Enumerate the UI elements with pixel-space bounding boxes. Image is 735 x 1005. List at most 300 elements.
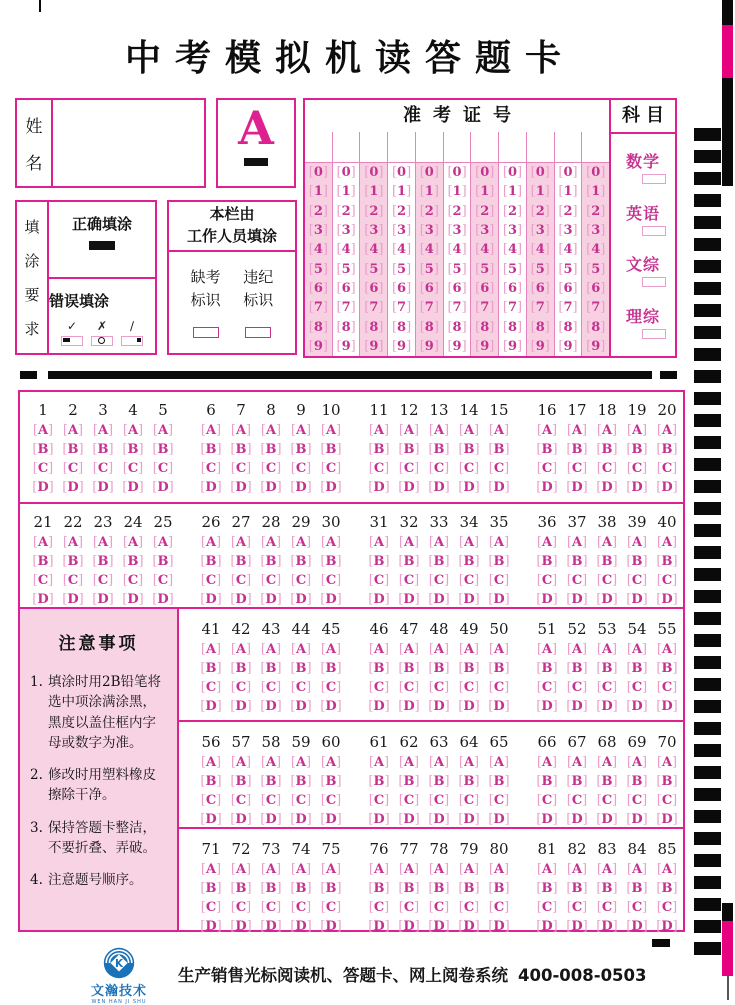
admission-writein-col4[interactable] bbox=[388, 132, 415, 163]
bubble-q77-D[interactable]: [D] bbox=[398, 919, 420, 934]
bubble-q69-D[interactable]: [D] bbox=[626, 812, 648, 827]
bubble-q2-A[interactable]: [A] bbox=[62, 423, 84, 438]
bubble-q36-A[interactable]: [A] bbox=[536, 535, 558, 550]
bubble-q75-C[interactable]: [C] bbox=[320, 900, 342, 915]
bubble-q51-A[interactable]: [A] bbox=[536, 642, 558, 657]
admission-digit-bubble-col7-3[interactable]: [ 3 ] bbox=[475, 223, 495, 239]
bubble-q68-D[interactable]: [D] bbox=[596, 812, 618, 827]
bubble-q37-D[interactable]: [D] bbox=[566, 592, 588, 607]
subject-bubble-文综[interactable] bbox=[642, 277, 666, 287]
bubble-q61-A[interactable]: [A] bbox=[368, 755, 390, 770]
bubble-q62-A[interactable]: [A] bbox=[398, 755, 420, 770]
bubble-q50-B[interactable]: [B] bbox=[488, 661, 510, 676]
bubble-q80-C[interactable]: [C] bbox=[488, 900, 510, 915]
bubble-q51-B[interactable]: [B] bbox=[536, 661, 558, 676]
bubble-q44-D[interactable]: [D] bbox=[290, 699, 312, 714]
subject-bubble-数学[interactable] bbox=[642, 174, 666, 184]
bubble-q77-B[interactable]: [B] bbox=[398, 881, 420, 896]
admission-digit-bubble-col7-1[interactable]: [ 1 ] bbox=[475, 184, 495, 200]
bubble-q20-B[interactable]: [B] bbox=[656, 442, 678, 457]
bubble-q18-A[interactable]: [A] bbox=[596, 423, 618, 438]
admission-digit-bubble-col4-3[interactable]: [ 3 ] bbox=[391, 223, 412, 239]
admission-digit-bubble-col4-8[interactable]: [ 8 ] bbox=[391, 319, 412, 335]
bubble-q52-B[interactable]: [B] bbox=[566, 661, 588, 676]
bubble-q65-D[interactable]: [D] bbox=[488, 812, 510, 827]
bubble-q71-D[interactable]: [D] bbox=[200, 919, 222, 934]
admission-digit-bubble-col2-8[interactable]: [ 8 ] bbox=[336, 319, 356, 335]
bubble-q47-D[interactable]: [D] bbox=[398, 699, 420, 714]
bubble-q82-D[interactable]: [D] bbox=[566, 919, 588, 934]
admission-digit-bubble-col5-6[interactable]: [ 6 ] bbox=[419, 280, 439, 296]
bubble-q39-C[interactable]: [C] bbox=[626, 573, 648, 588]
bubble-q4-A[interactable]: [A] bbox=[122, 423, 144, 438]
bubble-q30-A[interactable]: [A] bbox=[320, 535, 342, 550]
bubble-q78-D[interactable]: [D] bbox=[428, 919, 450, 934]
bubble-q39-A[interactable]: [A] bbox=[626, 535, 648, 550]
bubble-q12-D[interactable]: [D] bbox=[398, 480, 420, 495]
bubble-q46-B[interactable]: [B] bbox=[368, 661, 390, 676]
bubble-q58-C[interactable]: [C] bbox=[260, 793, 282, 808]
bubble-q39-D[interactable]: [D] bbox=[626, 592, 648, 607]
bubble-q7-B[interactable]: [B] bbox=[230, 442, 252, 457]
bubble-q41-D[interactable]: [D] bbox=[200, 699, 222, 714]
admission-digit-bubble-col4-0[interactable]: [ 0 ] bbox=[391, 165, 412, 181]
bubble-q42-A[interactable]: [A] bbox=[230, 642, 252, 657]
bubble-q39-B[interactable]: [B] bbox=[626, 554, 648, 569]
bubble-q43-C[interactable]: [C] bbox=[260, 680, 282, 695]
bubble-q15-C[interactable]: [C] bbox=[488, 461, 510, 476]
admission-digit-bubble-col10-9[interactable]: [ 9 ] bbox=[558, 338, 578, 354]
admission-digit-bubble-col6-4[interactable]: [ 4 ] bbox=[447, 242, 467, 258]
bubble-q23-B[interactable]: [B] bbox=[92, 554, 114, 569]
bubble-q3-C[interactable]: [C] bbox=[92, 461, 114, 476]
admission-digit-bubble-col11-6[interactable]: [ 6 ] bbox=[586, 280, 606, 296]
bubble-q53-B[interactable]: [B] bbox=[596, 661, 618, 676]
admission-digit-bubble-col6-0[interactable]: [ 0 ] bbox=[447, 165, 467, 181]
bubble-q36-B[interactable]: [B] bbox=[536, 554, 558, 569]
bubble-q62-D[interactable]: [D] bbox=[398, 812, 420, 827]
admission-digit-bubble-col8-8[interactable]: [ 8 ] bbox=[502, 319, 523, 335]
bubble-q6-B[interactable]: [B] bbox=[200, 442, 222, 457]
admission-digit-bubble-col9-4[interactable]: [ 4 ] bbox=[530, 242, 550, 258]
admission-digit-bubble-col10-6[interactable]: [ 6 ] bbox=[558, 280, 578, 296]
bubble-q12-A[interactable]: [A] bbox=[398, 423, 420, 438]
admission-digit-bubble-col8-5[interactable]: [ 5 ] bbox=[502, 261, 523, 277]
name-input-area[interactable] bbox=[53, 100, 204, 186]
admission-digit-bubble-col11-3[interactable]: [ 3 ] bbox=[586, 223, 606, 239]
bubble-q19-C[interactable]: [C] bbox=[626, 461, 648, 476]
admission-writein-col3[interactable] bbox=[360, 132, 387, 163]
bubble-q35-D[interactable]: [D] bbox=[488, 592, 510, 607]
admission-digit-bubble-col3-9[interactable]: [ 9 ] bbox=[364, 338, 384, 354]
admission-digit-bubble-col8-9[interactable]: [ 9 ] bbox=[502, 338, 523, 354]
admission-digit-bubble-col2-1[interactable]: [ 1 ] bbox=[336, 184, 356, 200]
bubble-q19-B[interactable]: [B] bbox=[626, 442, 648, 457]
bubble-q56-C[interactable]: [C] bbox=[200, 793, 222, 808]
bubble-q66-D[interactable]: [D] bbox=[536, 812, 558, 827]
admission-digit-bubble-col10-3[interactable]: [ 3 ] bbox=[558, 223, 578, 239]
admission-digit-bubble-col5-5[interactable]: [ 5 ] bbox=[419, 261, 439, 277]
bubble-q77-C[interactable]: [C] bbox=[398, 900, 420, 915]
bubble-q11-D[interactable]: [D] bbox=[368, 480, 390, 495]
bubble-q42-D[interactable]: [D] bbox=[230, 699, 252, 714]
bubble-q71-C[interactable]: [C] bbox=[200, 900, 222, 915]
admission-writein-col2[interactable] bbox=[333, 132, 360, 163]
admission-digit-bubble-col1-0[interactable]: [ 0 ] bbox=[308, 165, 328, 181]
bubble-q60-B[interactable]: [B] bbox=[320, 774, 342, 789]
bubble-q54-B[interactable]: [B] bbox=[626, 661, 648, 676]
bubble-q83-A[interactable]: [A] bbox=[596, 862, 618, 877]
admission-digit-bubble-col10-8[interactable]: [ 8 ] bbox=[558, 319, 578, 335]
bubble-q38-D[interactable]: [D] bbox=[596, 592, 618, 607]
admission-digit-bubble-col8-3[interactable]: [ 3 ] bbox=[502, 223, 523, 239]
bubble-q72-C[interactable]: [C] bbox=[230, 900, 252, 915]
bubble-q84-D[interactable]: [D] bbox=[626, 919, 648, 934]
bubble-q21-C[interactable]: [C] bbox=[32, 573, 54, 588]
bubble-q27-D[interactable]: [D] bbox=[230, 592, 252, 607]
bubble-q82-C[interactable]: [C] bbox=[566, 900, 588, 915]
bubble-q35-A[interactable]: [A] bbox=[488, 535, 510, 550]
bubble-q57-C[interactable]: [C] bbox=[230, 793, 252, 808]
admission-digit-bubble-col11-5[interactable]: [ 5 ] bbox=[586, 261, 606, 277]
bubble-q49-C[interactable]: [C] bbox=[458, 680, 480, 695]
bubble-q25-C[interactable]: [C] bbox=[152, 573, 174, 588]
bubble-q46-A[interactable]: [A] bbox=[368, 642, 390, 657]
bubble-q24-D[interactable]: [D] bbox=[122, 592, 144, 607]
admission-digit-bubble-col4-7[interactable]: [ 7 ] bbox=[391, 300, 412, 316]
admission-digit-bubble-col3-6[interactable]: [ 6 ] bbox=[364, 280, 384, 296]
bubble-q68-C[interactable]: [C] bbox=[596, 793, 618, 808]
bubble-q55-D[interactable]: [D] bbox=[656, 699, 678, 714]
bubble-q40-D[interactable]: [D] bbox=[656, 592, 678, 607]
bubble-q44-A[interactable]: [A] bbox=[290, 642, 312, 657]
admission-digit-bubble-col5-2[interactable]: [ 2 ] bbox=[419, 203, 439, 219]
bubble-q10-C[interactable]: [C] bbox=[320, 461, 342, 476]
admission-digit-bubble-col5-9[interactable]: [ 9 ] bbox=[419, 338, 439, 354]
bubble-q20-D[interactable]: [D] bbox=[656, 480, 678, 495]
bubble-q28-A[interactable]: [A] bbox=[260, 535, 282, 550]
admission-digit-bubble-col1-5[interactable]: [ 5 ] bbox=[308, 261, 328, 277]
bubble-q76-B[interactable]: [B] bbox=[368, 881, 390, 896]
bubble-q28-B[interactable]: [B] bbox=[260, 554, 282, 569]
bubble-q22-A[interactable]: [A] bbox=[62, 535, 84, 550]
bubble-q78-B[interactable]: [B] bbox=[428, 881, 450, 896]
bubble-q25-D[interactable]: [D] bbox=[152, 592, 174, 607]
bubble-q45-A[interactable]: [A] bbox=[320, 642, 342, 657]
bubble-q74-C[interactable]: [C] bbox=[290, 900, 312, 915]
bubble-q26-B[interactable]: [B] bbox=[200, 554, 222, 569]
bubble-q65-A[interactable]: [A] bbox=[488, 755, 510, 770]
bubble-q69-C[interactable]: [C] bbox=[626, 793, 648, 808]
bubble-q17-B[interactable]: [B] bbox=[566, 442, 588, 457]
admission-digit-bubble-col10-5[interactable]: [ 5 ] bbox=[558, 261, 578, 277]
admission-digit-bubble-col9-2[interactable]: [ 2 ] bbox=[530, 203, 550, 219]
bubble-q71-B[interactable]: [B] bbox=[200, 881, 222, 896]
bubble-q15-B[interactable]: [B] bbox=[488, 442, 510, 457]
bubble-q49-D[interactable]: [D] bbox=[458, 699, 480, 714]
bubble-q5-A[interactable]: [A] bbox=[152, 423, 174, 438]
bubble-q47-A[interactable]: [A] bbox=[398, 642, 420, 657]
bubble-q75-B[interactable]: [B] bbox=[320, 881, 342, 896]
admission-digit-bubble-col4-4[interactable]: [ 4 ] bbox=[391, 242, 412, 258]
bubble-q27-C[interactable]: [C] bbox=[230, 573, 252, 588]
bubble-q64-D[interactable]: [D] bbox=[458, 812, 480, 827]
bubble-q67-B[interactable]: [B] bbox=[566, 774, 588, 789]
bubble-q16-D[interactable]: [D] bbox=[536, 480, 558, 495]
bubble-q52-D[interactable]: [D] bbox=[566, 699, 588, 714]
admission-writein-col6[interactable] bbox=[444, 132, 471, 163]
bubble-q56-B[interactable]: [B] bbox=[200, 774, 222, 789]
bubble-q21-B[interactable]: [B] bbox=[32, 554, 54, 569]
bubble-q11-B[interactable]: [B] bbox=[368, 442, 390, 457]
bubble-q66-C[interactable]: [C] bbox=[536, 793, 558, 808]
bubble-q5-C[interactable]: [C] bbox=[152, 461, 174, 476]
bubble-q76-A[interactable]: [A] bbox=[368, 862, 390, 877]
admission-digit-bubble-col6-8[interactable]: [ 8 ] bbox=[447, 319, 467, 335]
admission-writein-col9[interactable] bbox=[527, 132, 554, 163]
admission-digit-bubble-col10-7[interactable]: [ 7 ] bbox=[558, 300, 578, 316]
admission-digit-bubble-col2-5[interactable]: [ 5 ] bbox=[336, 261, 356, 277]
bubble-q2-C[interactable]: [C] bbox=[62, 461, 84, 476]
bubble-q44-C[interactable]: [C] bbox=[290, 680, 312, 695]
bubble-q35-B[interactable]: [B] bbox=[488, 554, 510, 569]
bubble-q48-B[interactable]: [B] bbox=[428, 661, 450, 676]
bubble-q59-C[interactable]: [C] bbox=[290, 793, 312, 808]
admission-digit-bubble-col6-1[interactable]: [ 1 ] bbox=[447, 184, 467, 200]
bubble-q22-D[interactable]: [D] bbox=[62, 592, 84, 607]
bubble-q70-D[interactable]: [D] bbox=[656, 812, 678, 827]
bubble-q62-C[interactable]: [C] bbox=[398, 793, 420, 808]
bubble-q70-B[interactable]: [B] bbox=[656, 774, 678, 789]
bubble-q70-A[interactable]: [A] bbox=[656, 755, 678, 770]
admission-digit-bubble-col7-8[interactable]: [ 8 ] bbox=[475, 319, 495, 335]
bubble-q51-C[interactable]: [C] bbox=[536, 680, 558, 695]
bubble-q53-D[interactable]: [D] bbox=[596, 699, 618, 714]
bubble-q63-A[interactable]: [A] bbox=[428, 755, 450, 770]
admission-digit-bubble-col3-7[interactable]: [ 7 ] bbox=[364, 300, 384, 316]
bubble-q81-B[interactable]: [B] bbox=[536, 881, 558, 896]
bubble-q85-A[interactable]: [A] bbox=[656, 862, 678, 877]
admission-digit-bubble-col6-2[interactable]: [ 2 ] bbox=[447, 203, 467, 219]
admission-digit-bubble-col2-3[interactable]: [ 3 ] bbox=[336, 223, 356, 239]
admission-digit-bubble-col5-1[interactable]: [ 1 ] bbox=[419, 184, 439, 200]
bubble-q80-D[interactable]: [D] bbox=[488, 919, 510, 934]
bubble-q77-A[interactable]: [A] bbox=[398, 862, 420, 877]
admission-digit-bubble-col3-2[interactable]: [ 2 ] bbox=[364, 203, 384, 219]
admission-digit-bubble-col10-4[interactable]: [ 4 ] bbox=[558, 242, 578, 258]
bubble-q60-A[interactable]: [A] bbox=[320, 755, 342, 770]
bubble-q79-C[interactable]: [C] bbox=[458, 900, 480, 915]
admission-digit-bubble-col5-4[interactable]: [ 4 ] bbox=[419, 242, 439, 258]
admission-digit-bubble-col4-5[interactable]: [ 5 ] bbox=[391, 261, 412, 277]
bubble-q18-B[interactable]: [B] bbox=[596, 442, 618, 457]
bubble-q1-A[interactable]: [A] bbox=[32, 423, 54, 438]
bubble-q79-A[interactable]: [A] bbox=[458, 862, 480, 877]
bubble-q20-C[interactable]: [C] bbox=[656, 461, 678, 476]
admission-digit-bubble-col9-1[interactable]: [ 1 ] bbox=[530, 184, 550, 200]
bubble-q40-B[interactable]: [B] bbox=[656, 554, 678, 569]
bubble-q29-A[interactable]: [A] bbox=[290, 535, 312, 550]
bubble-q54-C[interactable]: [C] bbox=[626, 680, 648, 695]
admission-digit-bubble-col2-9[interactable]: [ 9 ] bbox=[336, 338, 356, 354]
bubble-q8-A[interactable]: [A] bbox=[260, 423, 282, 438]
admission-digit-bubble-col3-5[interactable]: [ 5 ] bbox=[364, 261, 384, 277]
bubble-q31-C[interactable]: [C] bbox=[368, 573, 390, 588]
bubble-q66-B[interactable]: [B] bbox=[536, 774, 558, 789]
admission-digit-bubble-col1-7[interactable]: [ 7 ] bbox=[308, 300, 328, 316]
bubble-q43-A[interactable]: [A] bbox=[260, 642, 282, 657]
bubble-q41-B[interactable]: [B] bbox=[200, 661, 222, 676]
bubble-q72-D[interactable]: [D] bbox=[230, 919, 252, 934]
admission-digit-bubble-col6-7[interactable]: [ 7 ] bbox=[447, 300, 467, 316]
bubble-q31-D[interactable]: [D] bbox=[368, 592, 390, 607]
admission-digit-bubble-col2-4[interactable]: [ 4 ] bbox=[336, 242, 356, 258]
bubble-q85-D[interactable]: [D] bbox=[656, 919, 678, 934]
admission-digit-bubble-col11-8[interactable]: [ 8 ] bbox=[586, 319, 606, 335]
admission-digit-bubble-col9-8[interactable]: [ 8 ] bbox=[530, 319, 550, 335]
bubble-q62-B[interactable]: [B] bbox=[398, 774, 420, 789]
bubble-q30-B[interactable]: [B] bbox=[320, 554, 342, 569]
bubble-q3-D[interactable]: [D] bbox=[92, 480, 114, 495]
admission-digit-bubble-col11-7[interactable]: [ 7 ] bbox=[586, 300, 606, 316]
admission-digit-bubble-col7-9[interactable]: [ 9 ] bbox=[475, 338, 495, 354]
bubble-q45-D[interactable]: [D] bbox=[320, 699, 342, 714]
bubble-q64-B[interactable]: [B] bbox=[458, 774, 480, 789]
admission-digit-bubble-col10-1[interactable]: [ 1 ] bbox=[558, 184, 578, 200]
bubble-q49-A[interactable]: [A] bbox=[458, 642, 480, 657]
admission-digit-bubble-col8-6[interactable]: [ 6 ] bbox=[502, 280, 523, 296]
bubble-q7-D[interactable]: [D] bbox=[230, 480, 252, 495]
bubble-q10-D[interactable]: [D] bbox=[320, 480, 342, 495]
subject-bubble-英语[interactable] bbox=[642, 226, 666, 236]
bubble-q20-A[interactable]: [A] bbox=[656, 423, 678, 438]
admission-digit-bubble-col8-7[interactable]: [ 7 ] bbox=[502, 300, 523, 316]
bubble-q45-C[interactable]: [C] bbox=[320, 680, 342, 695]
bubble-q26-C[interactable]: [C] bbox=[200, 573, 222, 588]
admission-digit-bubble-col6-5[interactable]: [ 5 ] bbox=[447, 261, 467, 277]
admission-digit-bubble-col7-6[interactable]: [ 6 ] bbox=[475, 280, 495, 296]
admission-digit-bubble-col3-4[interactable]: [ 4 ] bbox=[364, 242, 384, 258]
bubble-q80-B[interactable]: [B] bbox=[488, 881, 510, 896]
bubble-q6-D[interactable]: [D] bbox=[200, 480, 222, 495]
subject-bubble-理综[interactable] bbox=[642, 329, 666, 339]
bubble-q64-C[interactable]: [C] bbox=[458, 793, 480, 808]
admission-digit-bubble-col3-8[interactable]: [ 8 ] bbox=[364, 319, 384, 335]
bubble-q27-B[interactable]: [B] bbox=[230, 554, 252, 569]
bubble-q14-B[interactable]: [B] bbox=[458, 442, 480, 457]
bubble-q1-C[interactable]: [C] bbox=[32, 461, 54, 476]
bubble-q37-B[interactable]: [B] bbox=[566, 554, 588, 569]
bubble-q56-A[interactable]: [A] bbox=[200, 755, 222, 770]
bubble-q74-B[interactable]: [B] bbox=[290, 881, 312, 896]
bubble-q67-A[interactable]: [A] bbox=[566, 755, 588, 770]
bubble-q71-A[interactable]: [A] bbox=[200, 862, 222, 877]
bubble-q36-C[interactable]: [C] bbox=[536, 573, 558, 588]
bubble-q61-C[interactable]: [C] bbox=[368, 793, 390, 808]
admission-writein-col7[interactable] bbox=[471, 132, 498, 163]
admission-digit-bubble-col5-8[interactable]: [ 8 ] bbox=[419, 319, 439, 335]
admission-digit-bubble-col7-2[interactable]: [ 2 ] bbox=[475, 203, 495, 219]
bubble-q57-A[interactable]: [A] bbox=[230, 755, 252, 770]
admission-digit-bubble-col11-9[interactable]: [ 9 ] bbox=[586, 338, 606, 354]
bubble-q67-C[interactable]: [C] bbox=[566, 793, 588, 808]
bubble-q2-B[interactable]: [B] bbox=[62, 442, 84, 457]
bubble-q29-B[interactable]: [B] bbox=[290, 554, 312, 569]
admission-writein-col8[interactable] bbox=[499, 132, 526, 163]
bubble-q53-C[interactable]: [C] bbox=[596, 680, 618, 695]
bubble-q63-D[interactable]: [D] bbox=[428, 812, 450, 827]
bubble-q69-B[interactable]: [B] bbox=[626, 774, 648, 789]
bubble-q19-A[interactable]: [A] bbox=[626, 423, 648, 438]
absent-marker-bubble[interactable] bbox=[193, 327, 219, 338]
bubble-q42-B[interactable]: [B] bbox=[230, 661, 252, 676]
bubble-q68-A[interactable]: [A] bbox=[596, 755, 618, 770]
bubble-q61-D[interactable]: [D] bbox=[368, 812, 390, 827]
bubble-q9-C[interactable]: [C] bbox=[290, 461, 312, 476]
bubble-q84-A[interactable]: [A] bbox=[626, 862, 648, 877]
admission-digit-bubble-col11-2[interactable]: [ 2 ] bbox=[586, 203, 606, 219]
bubble-q30-C[interactable]: [C] bbox=[320, 573, 342, 588]
bubble-q16-A[interactable]: [A] bbox=[536, 423, 558, 438]
admission-digit-bubble-col1-6[interactable]: [ 6 ] bbox=[308, 280, 328, 296]
bubble-q37-C[interactable]: [C] bbox=[566, 573, 588, 588]
bubble-q28-C[interactable]: [C] bbox=[260, 573, 282, 588]
bubble-q52-A[interactable]: [A] bbox=[566, 642, 588, 657]
bubble-q46-C[interactable]: [C] bbox=[368, 680, 390, 695]
bubble-q32-D[interactable]: [D] bbox=[398, 592, 420, 607]
bubble-q17-A[interactable]: [A] bbox=[566, 423, 588, 438]
bubble-q66-A[interactable]: [A] bbox=[536, 755, 558, 770]
bubble-q61-B[interactable]: [B] bbox=[368, 774, 390, 789]
admission-digit-bubble-col10-0[interactable]: [ 0 ] bbox=[558, 165, 578, 181]
bubble-q47-C[interactable]: [C] bbox=[398, 680, 420, 695]
bubble-q73-C[interactable]: [C] bbox=[260, 900, 282, 915]
bubble-q74-A[interactable]: [A] bbox=[290, 862, 312, 877]
bubble-q26-D[interactable]: [D] bbox=[200, 592, 222, 607]
bubble-q55-A[interactable]: [A] bbox=[656, 642, 678, 657]
violation-marker-bubble[interactable] bbox=[245, 327, 271, 338]
bubble-q9-B[interactable]: [B] bbox=[290, 442, 312, 457]
bubble-q36-D[interactable]: [D] bbox=[536, 592, 558, 607]
admission-digit-bubble-col1-9[interactable]: [ 9 ] bbox=[308, 338, 328, 354]
bubble-q35-C[interactable]: [C] bbox=[488, 573, 510, 588]
bubble-q32-B[interactable]: [B] bbox=[398, 554, 420, 569]
bubble-q15-D[interactable]: [D] bbox=[488, 480, 510, 495]
bubble-q54-A[interactable]: [A] bbox=[626, 642, 648, 657]
bubble-q18-C[interactable]: [C] bbox=[596, 461, 618, 476]
bubble-q47-B[interactable]: [B] bbox=[398, 661, 420, 676]
bubble-q12-B[interactable]: [B] bbox=[398, 442, 420, 457]
admission-digit-bubble-col1-4[interactable]: [ 4 ] bbox=[308, 242, 328, 258]
admission-digit-bubble-col3-3[interactable]: [ 3 ] bbox=[364, 223, 384, 239]
admission-digit-bubble-col3-1[interactable]: [ 1 ] bbox=[364, 184, 384, 200]
bubble-q55-B[interactable]: [B] bbox=[656, 661, 678, 676]
bubble-q26-A[interactable]: [A] bbox=[200, 535, 222, 550]
bubble-q40-A[interactable]: [A] bbox=[656, 535, 678, 550]
bubble-q82-B[interactable]: [B] bbox=[566, 881, 588, 896]
admission-digit-bubble-col5-3[interactable]: [ 3 ] bbox=[419, 223, 439, 239]
bubble-q85-C[interactable]: [C] bbox=[656, 900, 678, 915]
bubble-q32-C[interactable]: [C] bbox=[398, 573, 420, 588]
admission-digit-bubble-col9-9[interactable]: [ 9 ] bbox=[530, 338, 550, 354]
bubble-q59-B[interactable]: [B] bbox=[290, 774, 312, 789]
bubble-q22-B[interactable]: [B] bbox=[62, 554, 84, 569]
bubble-q1-B[interactable]: [B] bbox=[32, 442, 54, 457]
bubble-q37-A[interactable]: [A] bbox=[566, 535, 588, 550]
bubble-q44-B[interactable]: [B] bbox=[290, 661, 312, 676]
bubble-q58-B[interactable]: [B] bbox=[260, 774, 282, 789]
admission-digit-bubble-col8-4[interactable]: [ 4 ] bbox=[502, 242, 523, 258]
